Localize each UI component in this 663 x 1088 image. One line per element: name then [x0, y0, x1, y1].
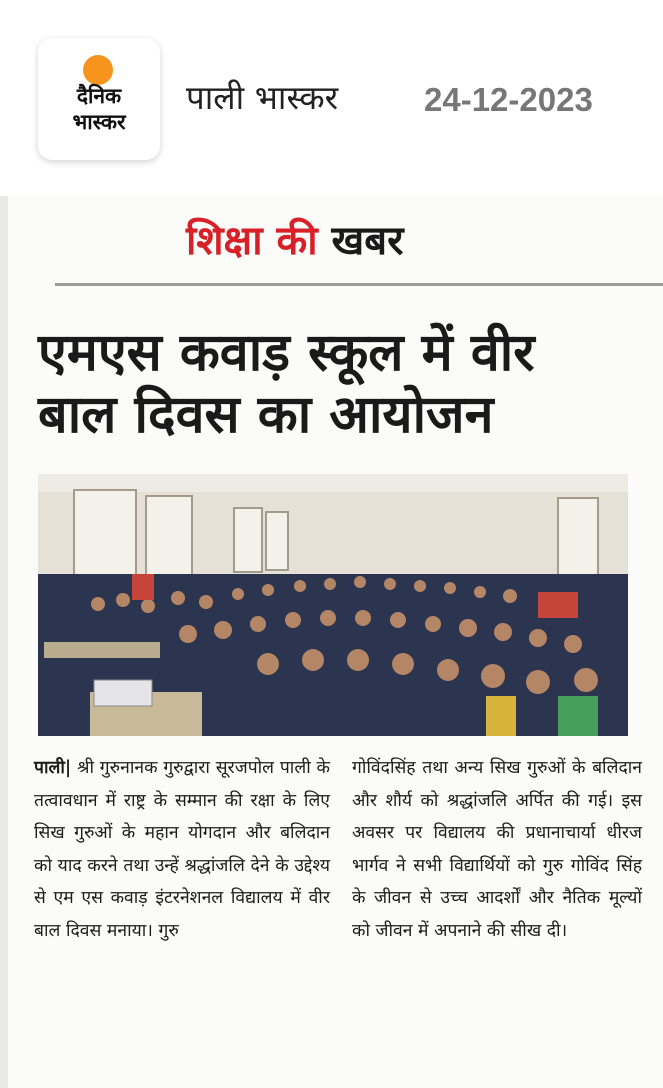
article-body-column-2 [352, 752, 642, 948]
column-1-text: श्री गुरुनानक गुरुद्वारा सूरजपोल पाली के तत्वावधान में राष्ट्र के सम्मान की रक्षा के लिए सिख गुरुओं के महान योगदान और बलिदान को याद करने तथा उन्हें श्रद्धांजलि देने के उद्देश्य से एम एस कवाड़ इंटरनेशनल विद्यालय में वीर बाल दिवस मनाया। गुरु [34, 758, 330, 941]
logo-line-2: भास्कर [72, 110, 126, 134]
article-body-column-1 [34, 752, 330, 948]
section-divider [55, 283, 663, 286]
classroom-photo-illustration [38, 474, 628, 736]
dateline: पाली| [34, 758, 72, 778]
edition-date: 24-12-2023 [424, 81, 593, 118]
headline-line-2: बाल दिवस का आयोजन [38, 385, 494, 445]
sun-icon [83, 55, 113, 85]
article-headline [38, 322, 658, 446]
logo-line-1: दैनिक [76, 84, 122, 108]
publication-name: पाली भास्कर [186, 78, 339, 117]
dainik-bhaskar-logo[interactable] [38, 38, 160, 160]
section-title-black: खबर [331, 218, 404, 264]
page-edge [0, 196, 8, 1088]
app-header [0, 0, 663, 190]
column-2-text: गोविंदसिंह तथा अन्य सिख गुरुओं के बलिदान और शौर्य को श्रद्धांजलि अर्पित की गई। इस अवसर पर विद्यालय की प्रधानाचार्या धीरज भार्गव ने सभी विद्यार्थियों को गुरु गोविंद सिंह के जीवन से उच्च आदर्शों और नैतिक मूल्यों को जीवन में अपनाने की सीख दी। [352, 758, 642, 941]
headline-line-1: एमएस कवाड़ स्कूल में वीर [38, 323, 535, 383]
article-photo [38, 474, 628, 736]
section-title-red: शिक्षा की [186, 218, 318, 264]
section-title [186, 214, 403, 268]
